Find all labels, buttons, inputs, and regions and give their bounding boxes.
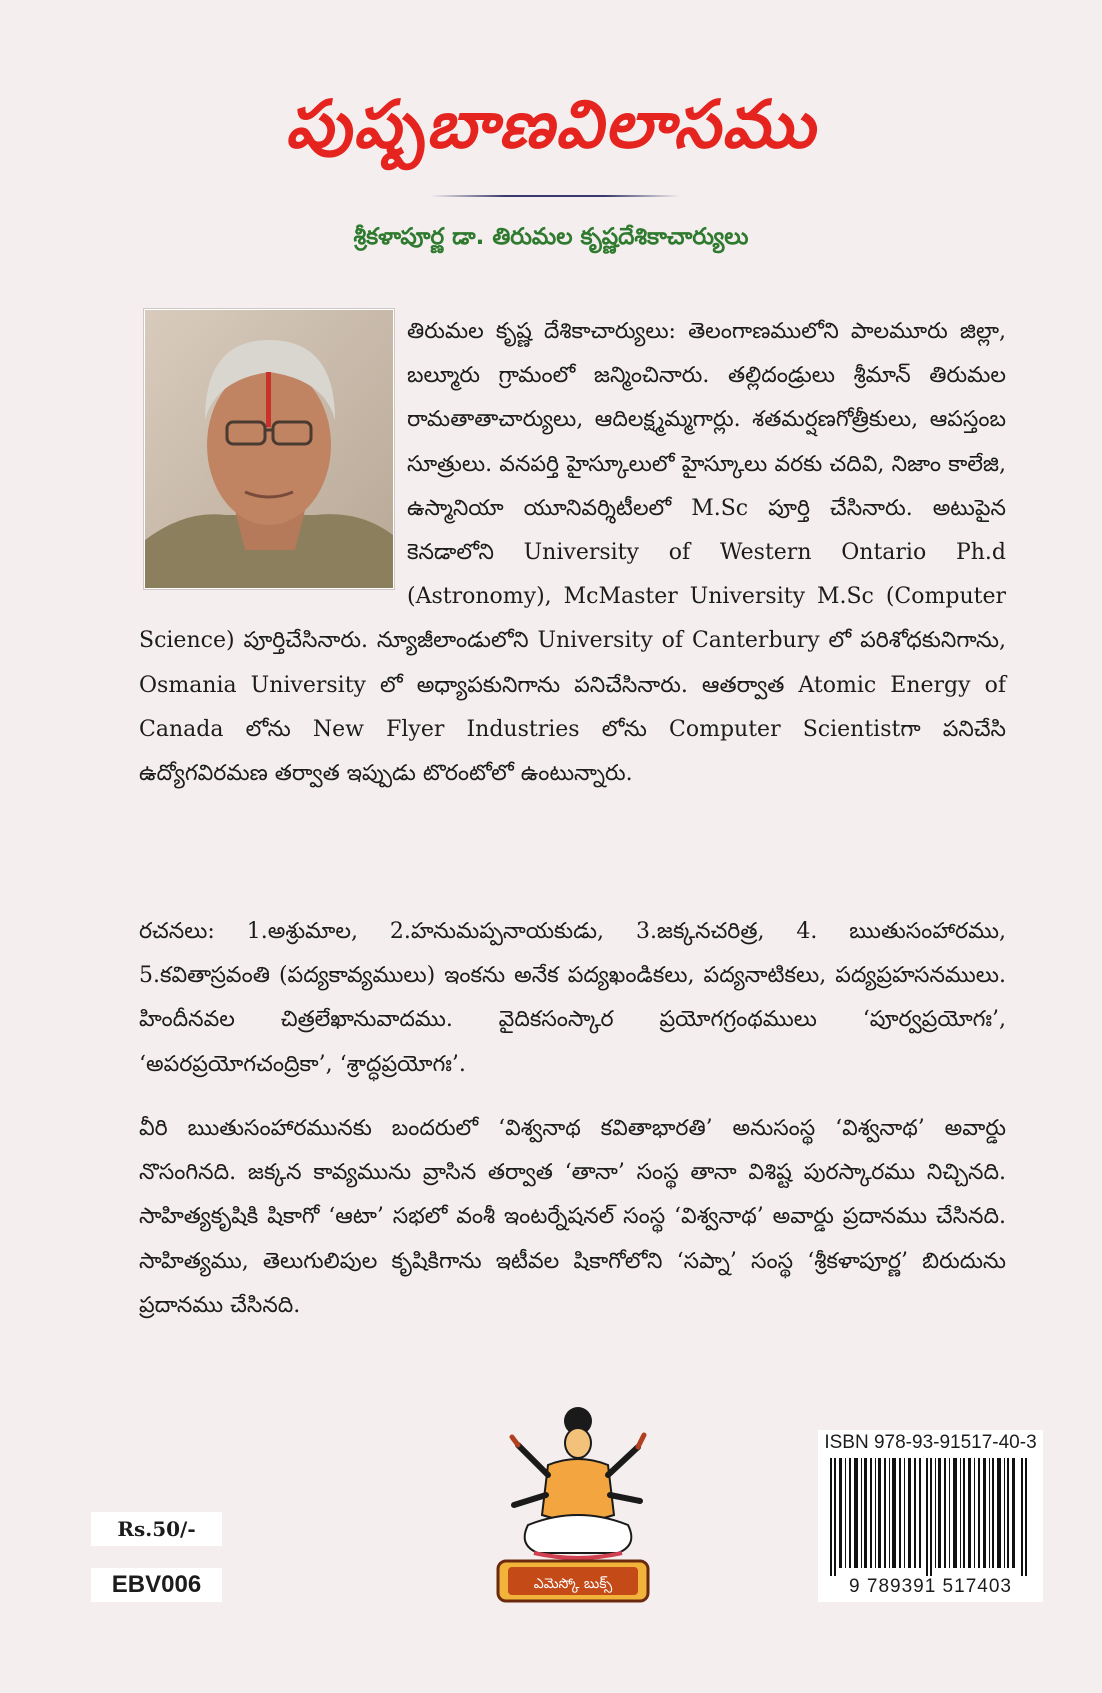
works-paragraph: రచనలు: 1.అశ్రుమాల, 2.హనుమప్పనాయకుడు, 3.జక్కనచరిత్ర, 4. ఋతుసంహారము, 5.కవితాస్రవంతి (పద్యకావ్యములు) ఇంకను అనేక పద్యఖండికలు, పద్యనాటికలు, పద్యప్రహసనములు. హిందీనవల చిత్రలేఖానువాదము. వైదికసంస్కార ప్రయోగగ్రంథములు ‘పూర్వప్రయోగః’, ‘అపరప్రయోగచంద్రికా’, ‘శ్రాద్ధప్రయోగః’. <box>139 919 1006 1077</box>
isbn-digits: 9 789391 517403 <box>849 1576 1012 1597</box>
title-divider <box>430 195 680 197</box>
isbn-label: ISBN 978-93-91517-40-3 <box>824 1432 1037 1453</box>
book-title: పుష్పబాణవిలాసము <box>285 86 817 163</box>
awards-paragraph: వీరి ఋతుసంహారమునకు బందరులో ‘విశ్వనాథ కవితాభారతి’ అనుసంస్థ ‘విశ్వనాథ’ అవార్డు నొసంగినది. జక్కన కావ్యమును వ్రాసిన తర్వాత ‘తానా’ సంస్థ తానా విశిష్ట పురస్కారము నిచ్చినది. సాహిత్యకృషికి షికాగో ‘ఆటా’ సభలో వంశీ ఇంటర్నేషనల్ సంస్థ ‘విశ్వనాథ’ అవార్డు ప్రదానము చేసినది. సాహిత్యము, తెలుగులిపుల కృషికిగాను ఇటీవల షికాగోలోని ‘సప్నా’ సంస్థ ‘శ్రీకళాపూర్ణ’ బిరుదును ప్రదానము చేసినది. <box>139 1116 1006 1318</box>
biography-text: తిరుమల కృష్ణ దేశికాచార్యులు: తెలంగాణములోని పాలమూరు జిల్లా, బల్మూరు గ్రామంలో జన్మించినారు. తల్లిదండ్రులు శ్రీమాన్ తిరుమల రామతాతాచార్యులు, ఆదిలక్ష్మమ్మగార్లు. శతమర్షణగోత్రీకులు, ఆపస్తంబ సూత్రులు. వనపర్తి హైస్కూలులో హైస్కూలు వరకు చదివి, నిజాం కాలేజి, ఉస్మానియా యూనివర్శిటీలలో M.Sc పూర్తి చేసినారు. అటుపైన కెనడాలోని University of Western Ontario Ph.d (Astronomy), McMaster University M.Sc (Computer Science) పూర్తిచేసినారు. న్యూజీలాండులోని University of Canterbury లో పరిశోధకునిగాను, Osmania University లో అధ్యాపకునిగాను పనిచేసినారు. ఆతర్వాత Atomic Energy of Canada లోను New Flyer Industries లోను Computer Scientistగా పనిచేసి ఉద్యోగవిరమణ తర్వాత ఇప్పుడు టొరంటోలో ఉంటున్నారు. <box>139 319 1006 787</box>
catalog-code: EBV006 <box>91 1568 222 1602</box>
photo-spacer <box>139 310 407 610</box>
author-name: శ్రీకళాపూర్ణ డా. తిరుమల కృష్ణదేశికాచార్యులు <box>353 224 749 250</box>
author-biography <box>139 310 1006 796</box>
isbn-block <box>818 1430 1043 1602</box>
publisher-logo-text: ఎమెస్కో బుక్స్ <box>533 1576 613 1592</box>
price-label: Rs.50/- <box>91 1512 222 1546</box>
barcode-icon <box>826 1458 1035 1576</box>
publisher-logo <box>488 1405 658 1605</box>
